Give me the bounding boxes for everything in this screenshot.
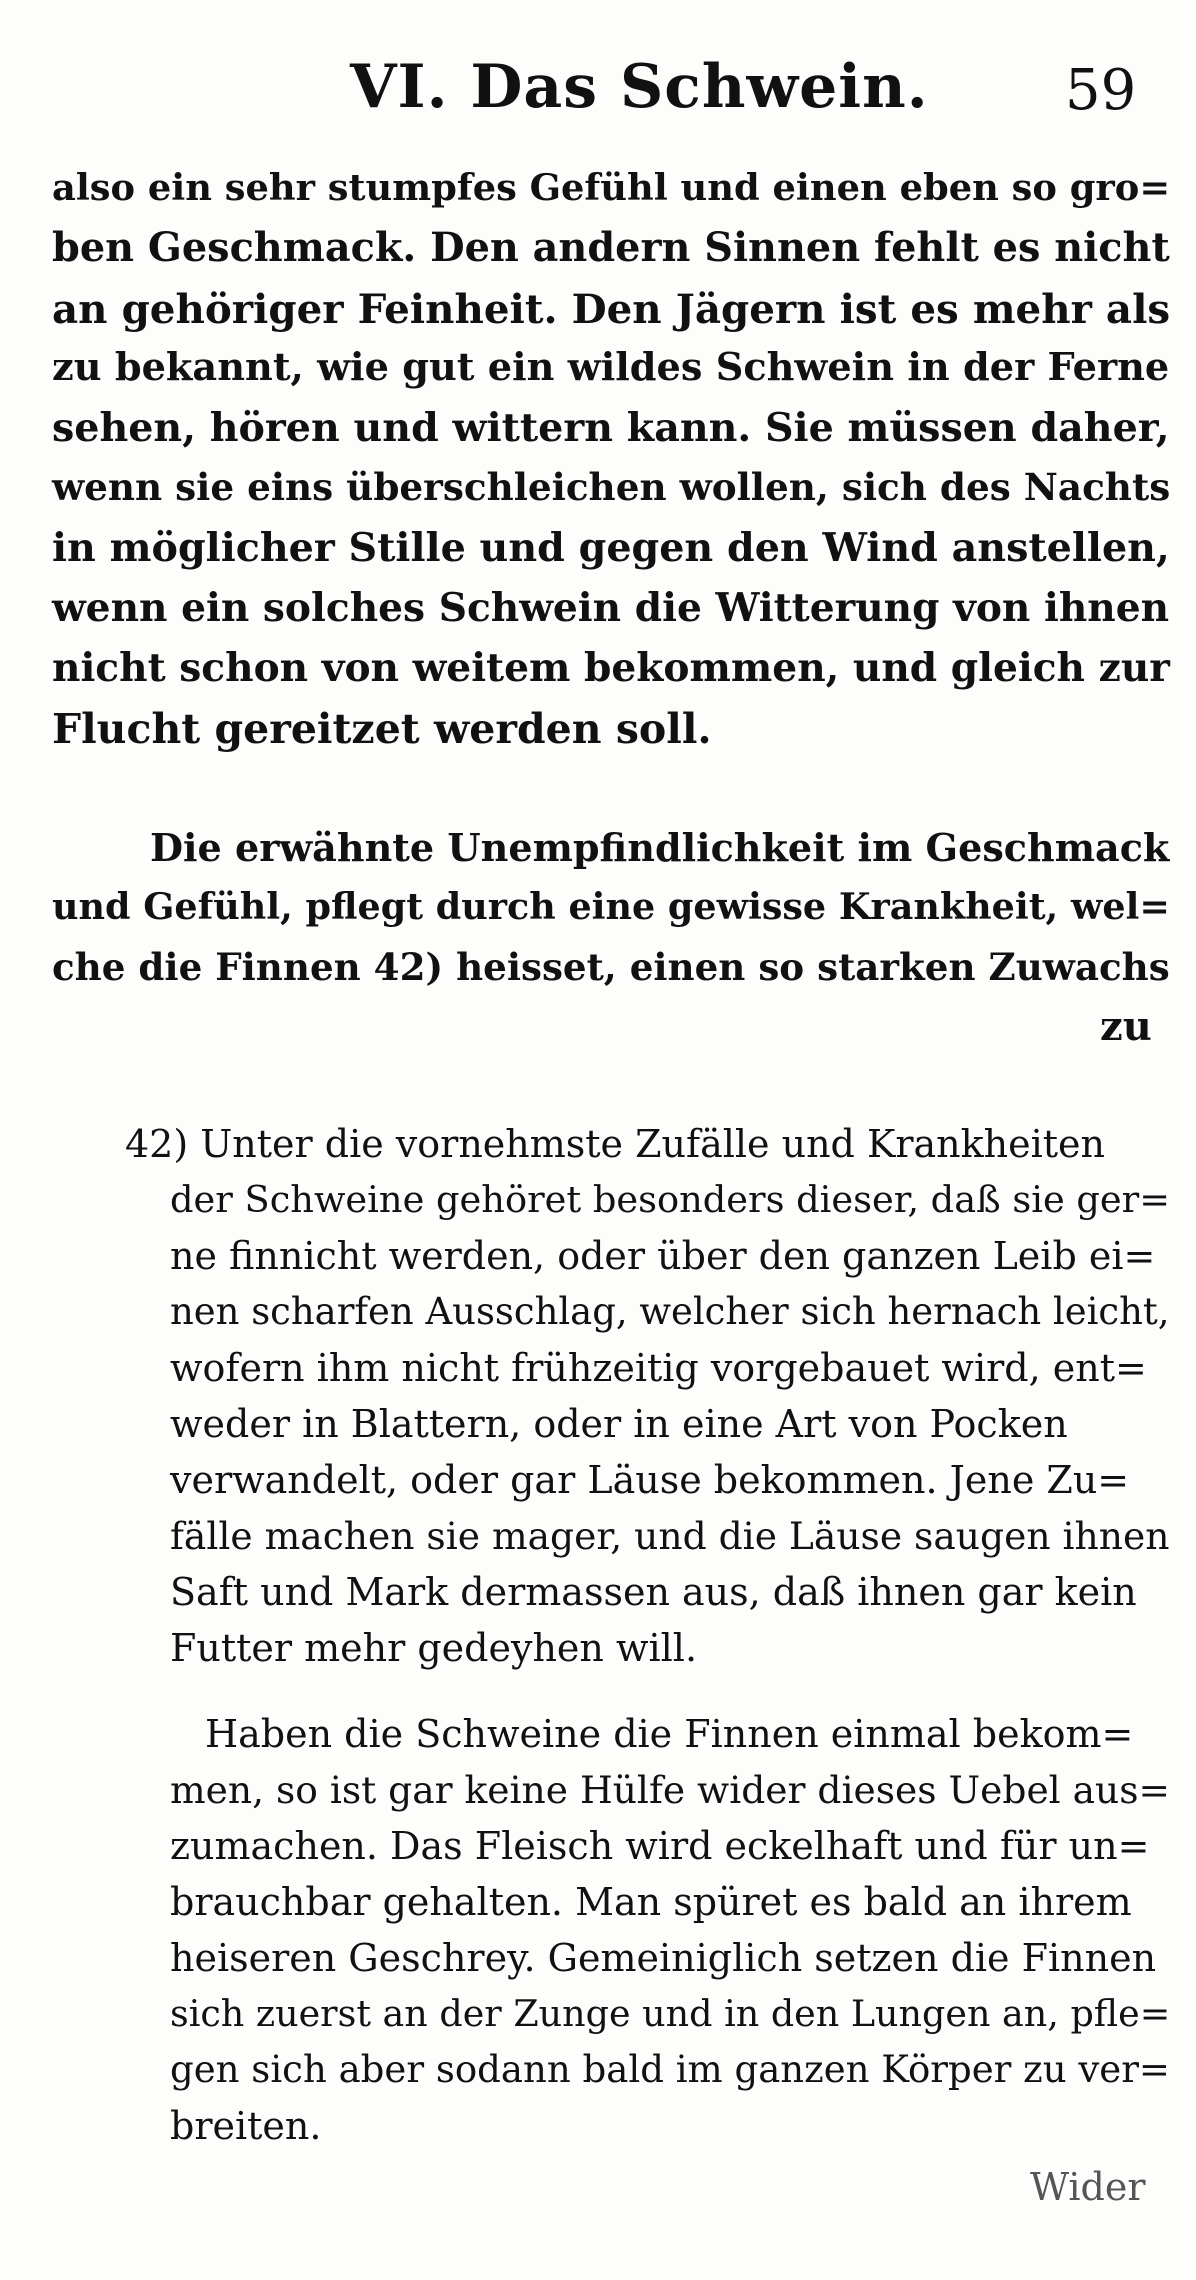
text-line: zu bekannt, wie gut ein wildes Schwein in der Ferne: [52, 345, 1170, 390]
text-line: wenn ein solches Schwein die Witterung von ihnen: [52, 585, 1170, 631]
text-line: und Gefühl, pflegt durch eine gewisse Krankheit, wel=: [52, 885, 1170, 928]
page-header: [0, 52, 1196, 142]
text-line: also ein sehr stumpfes Gefühl und einen eben so gro=: [52, 165, 1171, 209]
text-line: Die erwähnte Unempfindlichkeit im Geschmack: [150, 825, 1170, 870]
text-line: wenn sie eins überschleichen wollen, sich des Nachts: [52, 465, 1171, 509]
footnote-line: Saft und Mark dermassen aus, daß ihnen gar kein: [170, 1570, 1137, 1614]
footnote-line: weder in Blattern, oder in eine Art von Pocken: [170, 1402, 1068, 1446]
footnote-line: Haben die Schweine die Finnen einmal bekom=: [205, 1712, 1134, 1756]
text-line: ben Geschmack. Den andern Sinnen fehlt es nicht: [52, 225, 1170, 271]
footnote-line: verwandelt, oder gar Läuse bekommen. Jene Zu=: [170, 1458, 1130, 1502]
footnote-line: brauchbar gehalten. Man spüret es bald an ihrem: [170, 1880, 1132, 1924]
text-line: Flucht gereitzet werden soll.: [52, 705, 712, 753]
footnote-line: 42) Unter die vornehmste Zufälle und Krankheiten: [125, 1122, 1106, 1166]
footnote-line: der Schweine gehöret besonders dieser, daß sie ger=: [170, 1178, 1171, 1221]
footnote-line: ne finnicht werden, oder über den ganzen Leib ei=: [170, 1234, 1156, 1278]
footnote-line: men, so ist gar keine Hülfe wider dieses Uebel aus=: [170, 1768, 1171, 1812]
text-line: nicht schon von weitem bekommen, und gleich zur: [52, 645, 1170, 691]
text-line: an gehöriger Feinheit. Den Jägern ist es mehr als: [52, 285, 1171, 333]
footnote-line: Futter mehr gedeyhen will.: [170, 1626, 698, 1670]
text-line: che die Finnen 42) heisset, einen so starken Zuwachs: [52, 945, 1170, 989]
running-title: VI. Das Schwein.: [350, 52, 929, 122]
text-line: sehen, hören und wittern kann. Sie müssen daher,: [52, 405, 1170, 451]
footnote-line: zumachen. Das Fleisch wird eckelhaft und für un=: [170, 1824, 1150, 1868]
catchword: Wider: [1030, 2165, 1146, 2209]
page-number: 59: [1065, 58, 1137, 123]
footnote-line: fälle machen sie mager, und die Läuse saugen ihnen: [170, 1514, 1170, 1558]
footnote-line: breiten.: [170, 2104, 322, 2148]
footnote-line: sich zuerst an der Zunge und in den Lungen an, pfle=: [170, 1992, 1171, 2035]
footnote-line: nen scharfen Ausschlag, welcher sich hernach leicht,: [170, 1290, 1170, 1333]
footnote-line: wofern ihm nicht frühzeitig vorgebauet wird, ent=: [170, 1346, 1147, 1390]
text-line: in möglicher Stille und gegen den Wind anstellen,: [52, 525, 1170, 571]
footnote-line: gen sich aber sodann bald im ganzen Körper zu ver=: [170, 2048, 1170, 2091]
catchword: zu: [1100, 1003, 1152, 1050]
footnote-line: heiseren Geschrey. Gemeiniglich setzen die Finnen: [170, 1936, 1157, 1980]
